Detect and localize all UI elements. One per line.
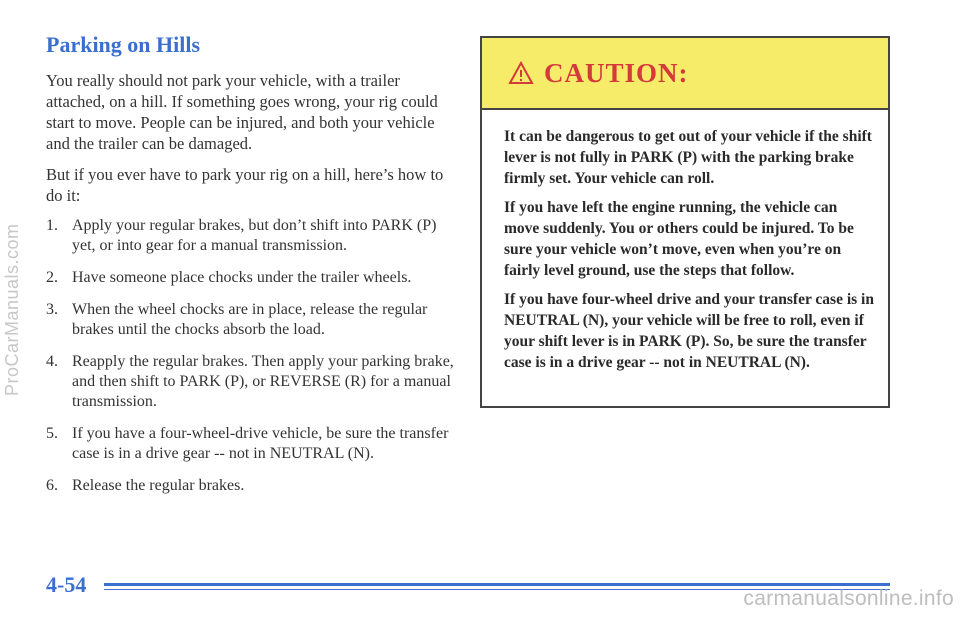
step-item: [46, 424, 456, 464]
caution-body: [482, 110, 888, 373]
step-number: 1.: [46, 217, 58, 234]
caution-paragraph: It can be dangerous to get out of your vehicle if the shift lever is not fully in PARK (P) with the parking brake firmly set. Your vehicle can roll.: [504, 128, 872, 187]
caution-header: [482, 38, 888, 110]
step-number: 4.: [46, 353, 58, 370]
step-text: Release the regular brakes.: [72, 477, 245, 494]
page-number: 4-54: [46, 572, 87, 597]
step-text: If you have a four-wheel-drive vehicle, be sure the transfer case is in a drive gear -- not in NEUTRAL (N).: [72, 425, 449, 462]
caution-title: CAUTION:: [544, 57, 689, 88]
step-text: Reapply the regular brakes. Then apply your parking brake, and then shift to PARK (P), or REVERSE (R) for a manual transmission.: [72, 353, 454, 410]
step-number: 5.: [46, 425, 58, 442]
caution-paragraph: If you have left the engine running, the vehicle can move suddenly. You or others could be injured. To be sure your vehicle won’t move, even when you’re on fairly level ground, use the steps that follow.: [504, 199, 854, 279]
step-text: Have someone place chocks under the trailer wheels.: [72, 269, 412, 286]
section-title: Parking on Hills: [46, 32, 201, 57]
step-item: [46, 352, 456, 412]
step-number: 2.: [46, 269, 58, 286]
parking-on-hills-section: [46, 30, 456, 508]
step-item: [46, 268, 456, 288]
side-watermark: ProCarManuals.com: [2, 223, 22, 397]
footer-rule: [104, 583, 890, 586]
step-number: 6.: [46, 477, 58, 494]
caution-paragraph: If you have four-wheel drive and your transfer case is in NEUTRAL (N), your vehicle will be free to roll, even if your shift lever is in PARK (P). So, be sure the transfer case is in a drive gear -- not in NEUTRAL (N).: [504, 291, 874, 371]
how-to-paragraph: But if you ever have to park your rig on a hill, here’s how to do it:: [46, 165, 444, 205]
site-watermark: carmanualsonline.info: [743, 587, 954, 610]
step-item: [46, 216, 456, 256]
step-item: [46, 300, 456, 340]
step-text: Apply your regular brakes, but don’t shift into PARK (P) yet, or into gear for a manual transmission.: [72, 217, 437, 254]
step-text: When the wheel chocks are in place, release the regular brakes until the chocks absorb the load.: [72, 301, 428, 338]
intro-paragraph: You really should not park your vehicle, with a trailer attached, on a hill. If something goes wrong, your rig could start to move. People can be injured, and both your vehicle and the trailer can be damaged.: [46, 71, 438, 153]
step-item: [46, 476, 456, 496]
steps-list: [46, 216, 456, 496]
warning-triangle-icon: [508, 61, 534, 85]
step-number: 3.: [46, 301, 58, 318]
caution-box: [480, 36, 890, 408]
